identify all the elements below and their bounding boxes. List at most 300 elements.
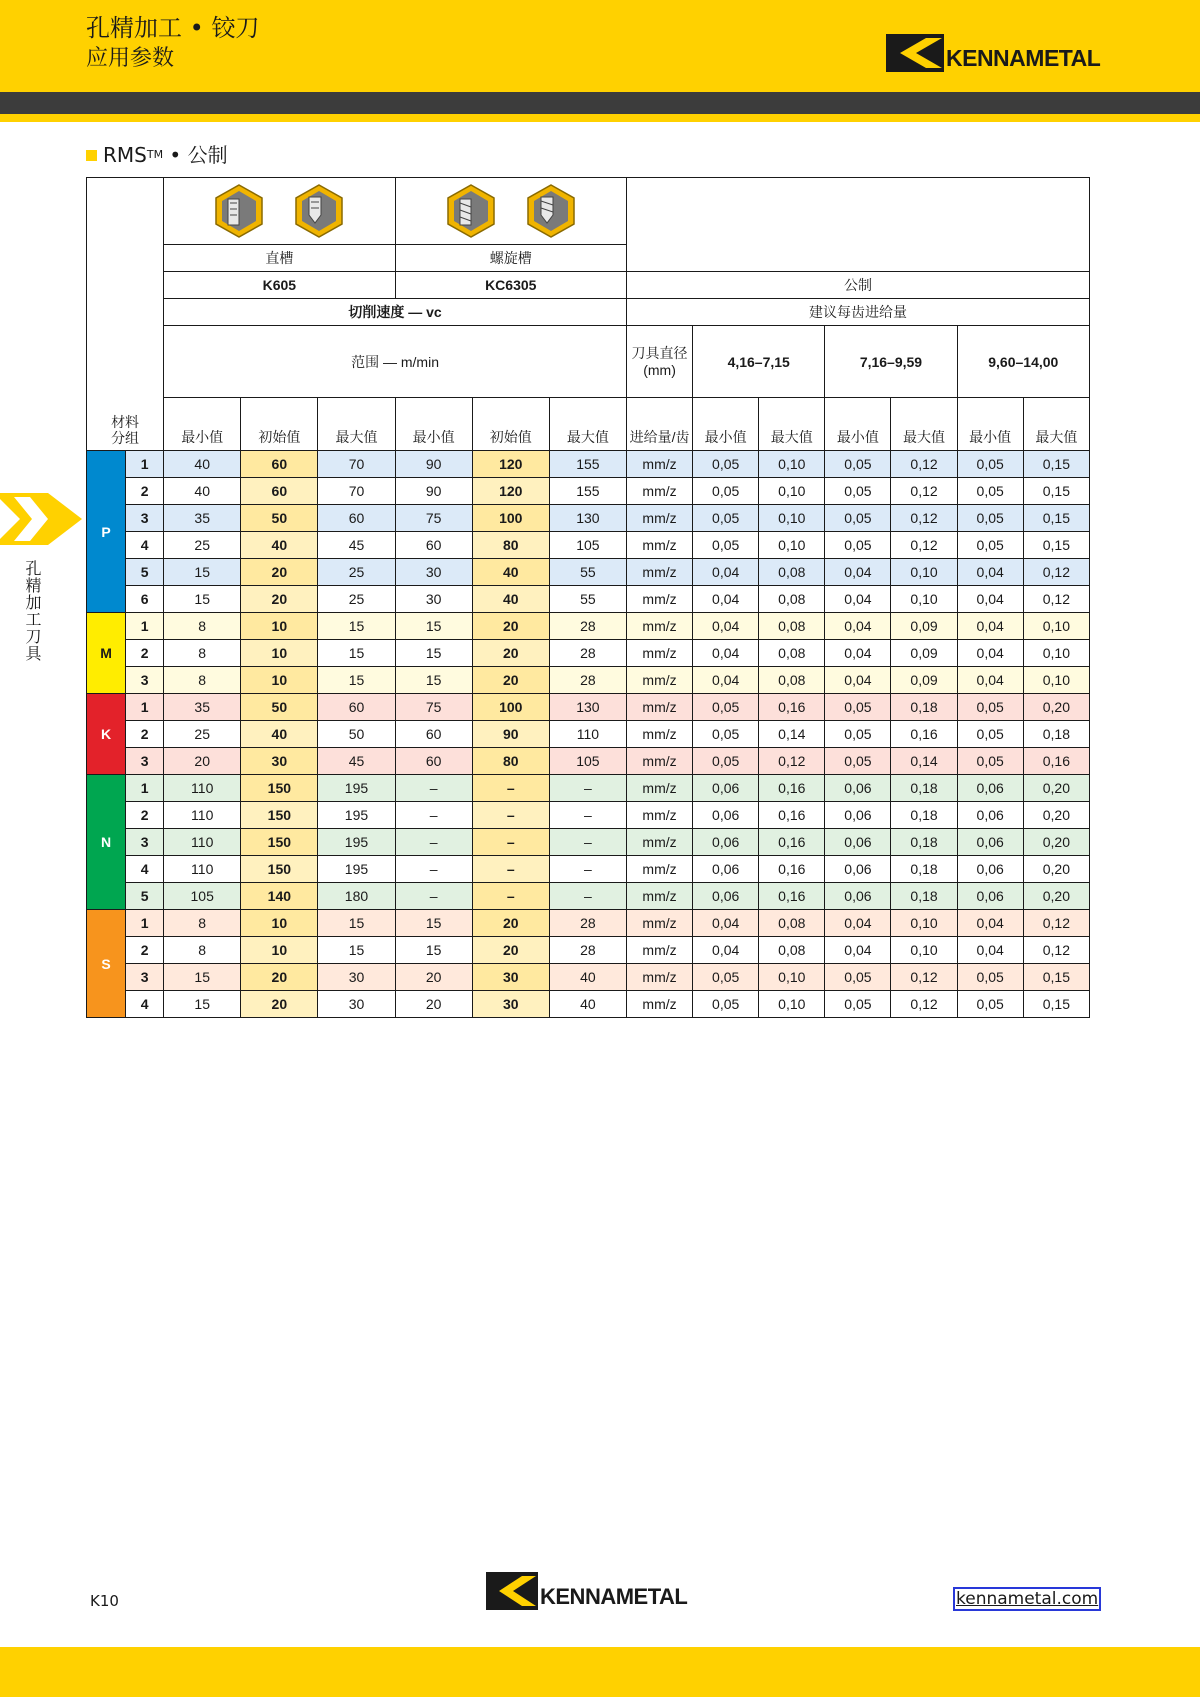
table-cell-initial: 10	[241, 667, 318, 694]
table-cell-initial: 30	[241, 748, 318, 775]
table-cell: 0,06	[957, 775, 1023, 802]
cutting-speed-header: 切削速度 — vc	[164, 299, 627, 326]
col-vc2-min: 最小值	[395, 398, 472, 451]
table-cell-initial: 20	[472, 640, 549, 667]
col-vc1-max: 最大值	[318, 398, 395, 451]
table-cell: 0,08	[759, 586, 825, 613]
table-cell-initial: 120	[472, 451, 549, 478]
table-cell: 40	[164, 451, 241, 478]
col-fz3-max: 最大值	[1023, 398, 1089, 451]
table-cell: 70	[318, 478, 395, 505]
table-cell: 0,12	[891, 991, 957, 1018]
table-row	[87, 856, 1090, 883]
table-cell: 155	[549, 451, 626, 478]
footer-kennametal-logo	[486, 1572, 687, 1610]
table-cell: 60	[318, 505, 395, 532]
table-cell: 28	[549, 613, 626, 640]
table-cell-initial: 20	[472, 613, 549, 640]
footer-kennametal-k-icon	[486, 1572, 538, 1610]
table-cell: 0,10	[891, 937, 957, 964]
footer-logo-wordmark: KENNAMETAL	[540, 1584, 688, 1609]
table-cell: 20	[164, 748, 241, 775]
table-cell: mm/z	[626, 991, 692, 1018]
subgroup-number: 6	[126, 586, 164, 613]
subgroup-number: 3	[126, 667, 164, 694]
material-group-header	[87, 178, 164, 451]
table-cell: 0,05	[825, 478, 891, 505]
side-chevron-icon	[0, 493, 82, 545]
table-cell: 90	[395, 478, 472, 505]
table-cell: 0,09	[891, 667, 957, 694]
table-cell: 0,16	[759, 694, 825, 721]
table-cell: 15	[164, 991, 241, 1018]
material-group-label: 材料 分组	[111, 414, 140, 446]
table-cell-initial: 50	[241, 505, 318, 532]
table-cell: 195	[318, 856, 395, 883]
table-cell: 130	[549, 505, 626, 532]
table-cell: mm/z	[626, 910, 692, 937]
table-row	[87, 667, 1090, 694]
blank-header-area	[626, 178, 1089, 272]
table-cell: 180	[318, 883, 395, 910]
table-cell: 0,05	[693, 505, 759, 532]
table-cell: mm/z	[626, 748, 692, 775]
table-cell: mm/z	[626, 640, 692, 667]
table-cell-initial: 150	[241, 802, 318, 829]
table-cell: 0,04	[957, 559, 1023, 586]
table-cell: 0,05	[825, 451, 891, 478]
table-cell: 0,04	[825, 667, 891, 694]
table-cell: 0,06	[693, 829, 759, 856]
header-title: 孔精加工 • 铰刀	[86, 14, 260, 42]
table-cell: 25	[164, 721, 241, 748]
table-cell: mm/z	[626, 667, 692, 694]
table-cell: 60	[395, 532, 472, 559]
table-cell: 0,06	[825, 775, 891, 802]
subgroup-number: 4	[126, 856, 164, 883]
table-row	[87, 478, 1090, 505]
table-cell: 0,04	[693, 559, 759, 586]
table-cell-initial: –	[472, 883, 549, 910]
table-cell: 110	[164, 775, 241, 802]
table-cell: 0,06	[825, 856, 891, 883]
trademark-mark: TM	[146, 148, 164, 161]
table-cell: –	[395, 856, 472, 883]
table-cell: 0,09	[891, 640, 957, 667]
feed-per-tooth-header: 建议每齿进给量	[626, 299, 1089, 326]
table-cell: 15	[164, 586, 241, 613]
table-cell: 25	[318, 586, 395, 613]
table-cell: 15	[164, 559, 241, 586]
col-vc1-init: 初始值	[241, 398, 318, 451]
subgroup-number: 2	[126, 802, 164, 829]
table-cell: –	[549, 856, 626, 883]
table-cell: 75	[395, 505, 472, 532]
table-cell: 0,04	[825, 559, 891, 586]
table-cell: 0,06	[693, 856, 759, 883]
subgroup-number: 1	[126, 775, 164, 802]
table-cell: 8	[164, 910, 241, 937]
table-cell: 0,05	[957, 991, 1023, 1018]
table-cell-initial: 10	[241, 910, 318, 937]
table-row	[87, 802, 1090, 829]
table-cell: 0,10	[759, 964, 825, 991]
table-cell: 0,05	[957, 532, 1023, 559]
table-cell: 110	[164, 856, 241, 883]
table-cell-initial: 40	[472, 586, 549, 613]
table-row	[87, 829, 1090, 856]
table-cell: 0,05	[693, 451, 759, 478]
table-cell: –	[395, 775, 472, 802]
table-cell: 0,05	[825, 721, 891, 748]
table-cell-initial: 20	[472, 937, 549, 964]
table-cell-initial: 60	[241, 451, 318, 478]
table-cell: 0,14	[891, 748, 957, 775]
table-cell: –	[395, 883, 472, 910]
straight-flute-blind-icon	[293, 183, 345, 239]
header-yellow-strip	[0, 114, 1200, 122]
table-cell: 0,08	[759, 937, 825, 964]
table-row	[87, 613, 1090, 640]
table-row	[87, 748, 1090, 775]
table-cell: 0,06	[693, 883, 759, 910]
table-cell: 0,20	[1023, 883, 1089, 910]
subgroup-number: 2	[126, 640, 164, 667]
table-cell: 105	[549, 532, 626, 559]
table-cell: 0,10	[891, 910, 957, 937]
table-cell: 0,06	[825, 883, 891, 910]
table-row	[87, 586, 1090, 613]
table-cell-initial: 20	[241, 964, 318, 991]
table-cell: 15	[318, 640, 395, 667]
section-title-suffix: • 公制	[163, 143, 228, 167]
table-cell: mm/z	[626, 829, 692, 856]
table-cell: 0,10	[759, 478, 825, 505]
table-cell: 15	[395, 667, 472, 694]
table-cell: 0,05	[825, 532, 891, 559]
table-cell-initial: 80	[472, 748, 549, 775]
table-cell: 0,08	[759, 559, 825, 586]
subgroup-number: 2	[126, 478, 164, 505]
table-row	[87, 532, 1090, 559]
table-cell-initial: –	[472, 829, 549, 856]
table-cell: 15	[395, 937, 472, 964]
table-cell-initial: 90	[472, 721, 549, 748]
table-row	[87, 640, 1090, 667]
table-cell: 45	[318, 748, 395, 775]
table-cell: 0,05	[957, 748, 1023, 775]
table-cell-initial: 10	[241, 640, 318, 667]
table-cell: 0,14	[759, 721, 825, 748]
table-cell: 35	[164, 505, 241, 532]
table-cell: 28	[549, 910, 626, 937]
table-cell: 0,12	[1023, 586, 1089, 613]
straight-flute-icons	[164, 178, 395, 245]
table-cell: 0,10	[759, 991, 825, 1018]
table-cell: 0,04	[957, 937, 1023, 964]
table-cell: 0,12	[891, 451, 957, 478]
table-cell: 0,12	[891, 532, 957, 559]
table-cell-initial: –	[472, 775, 549, 802]
table-cell: 0,18	[891, 775, 957, 802]
table-cell: 0,20	[1023, 694, 1089, 721]
table-cell: 105	[549, 748, 626, 775]
col-fz2-min: 最小值	[825, 398, 891, 451]
table-cell: 130	[549, 694, 626, 721]
table-cell-initial: 40	[241, 721, 318, 748]
table-cell-initial: –	[472, 802, 549, 829]
page-number: K10	[90, 1592, 119, 1610]
table-cell: 0,20	[1023, 775, 1089, 802]
header-dark-bar	[0, 92, 1200, 114]
table-cell: 45	[318, 532, 395, 559]
table-cell: 0,05	[693, 721, 759, 748]
table-cell: 0,04	[825, 586, 891, 613]
col-vc2-max: 最大值	[549, 398, 626, 451]
table-cell: 0,20	[1023, 829, 1089, 856]
table-cell-initial: 100	[472, 694, 549, 721]
table-cell: 0,10	[759, 532, 825, 559]
website-link[interactable]: kennametal.com	[953, 1587, 1101, 1611]
material-group-k: K	[87, 694, 126, 775]
subgroup-number: 5	[126, 559, 164, 586]
table-cell: 0,08	[759, 910, 825, 937]
table-cell: 195	[318, 802, 395, 829]
table-cell-initial: 150	[241, 856, 318, 883]
table-cell: 0,06	[693, 775, 759, 802]
table-cell: 75	[395, 694, 472, 721]
table-cell: 0,04	[957, 640, 1023, 667]
subgroup-number: 5	[126, 883, 164, 910]
table-cell: 0,05	[825, 505, 891, 532]
table-row	[87, 775, 1090, 802]
kennametal-k-icon	[886, 34, 944, 72]
material-group-s: S	[87, 910, 126, 1018]
table-cell: 55	[549, 586, 626, 613]
subgroup-number: 1	[126, 910, 164, 937]
subgroup-number: 2	[126, 721, 164, 748]
straight-flute-through-icon	[213, 183, 265, 239]
table-cell: 0,05	[693, 478, 759, 505]
table-cell-initial: 120	[472, 478, 549, 505]
table-cell: mm/z	[626, 586, 692, 613]
table-cell: 0,04	[825, 613, 891, 640]
table-row	[87, 451, 1090, 478]
col-vc2-init: 初始值	[472, 398, 549, 451]
table-cell: 0,08	[759, 613, 825, 640]
table-cell: 0,06	[693, 802, 759, 829]
table-cell: –	[395, 802, 472, 829]
table-cell: 0,04	[693, 613, 759, 640]
table-cell: mm/z	[626, 856, 692, 883]
table-cell: 0,04	[957, 910, 1023, 937]
table-cell: 0,15	[1023, 532, 1089, 559]
table-cell: 20	[395, 991, 472, 1018]
table-cell: mm/z	[626, 559, 692, 586]
table-row	[87, 694, 1090, 721]
table-cell: 0,15	[1023, 991, 1089, 1018]
table-cell: 0,12	[1023, 937, 1089, 964]
subgroup-number: 4	[126, 532, 164, 559]
table-cell: 15	[318, 613, 395, 640]
table-row	[87, 559, 1090, 586]
table-cell: 0,16	[1023, 748, 1089, 775]
table-row	[87, 991, 1090, 1018]
col-vc1-min: 最小值	[164, 398, 241, 451]
table-cell: 0,04	[825, 937, 891, 964]
table-cell: 0,15	[1023, 964, 1089, 991]
table-cell: 15	[318, 910, 395, 937]
table-cell: 0,05	[957, 505, 1023, 532]
spiral-flute-icons	[395, 178, 626, 245]
table-cell: 30	[395, 586, 472, 613]
table-cell: 195	[318, 829, 395, 856]
table-cell: 0,04	[825, 640, 891, 667]
table-cell: 0,16	[759, 802, 825, 829]
table-cell: 60	[395, 721, 472, 748]
subgroup-number: 4	[126, 991, 164, 1018]
table-cell: 0,10	[759, 505, 825, 532]
table-cell: 30	[318, 964, 395, 991]
table-cell: 0,12	[1023, 910, 1089, 937]
table-cell: 15	[318, 937, 395, 964]
table-cell: 15	[395, 613, 472, 640]
table-cell: 0,05	[957, 964, 1023, 991]
table-cell: 0,16	[759, 883, 825, 910]
subgroup-number: 3	[126, 505, 164, 532]
range-header: 范围 — m/min	[164, 326, 627, 398]
table-row	[87, 937, 1090, 964]
footer-yellow-bar	[0, 1647, 1200, 1697]
table-cell: 0,05	[825, 991, 891, 1018]
table-cell: mm/z	[626, 532, 692, 559]
table-cell: 0,09	[891, 613, 957, 640]
table-cell: 0,16	[891, 721, 957, 748]
table-cell: 0,06	[957, 856, 1023, 883]
table-cell-initial: 100	[472, 505, 549, 532]
table-cell-initial: 20	[241, 586, 318, 613]
table-cell: 105	[164, 883, 241, 910]
table-cell: 0,08	[759, 667, 825, 694]
header-subtitle: 应用参数	[86, 46, 175, 71]
table-cell: 15	[395, 640, 472, 667]
subgroup-number: 3	[126, 829, 164, 856]
logo-wordmark: KENNAMETAL	[946, 45, 1101, 71]
table-cell: 0,05	[693, 532, 759, 559]
table-cell: 30	[318, 991, 395, 1018]
table-cell: 0,16	[759, 775, 825, 802]
table-cell: 0,16	[759, 856, 825, 883]
table-cell: mm/z	[626, 505, 692, 532]
table-cell-initial: 10	[241, 613, 318, 640]
table-cell: 8	[164, 937, 241, 964]
table-cell: 110	[164, 802, 241, 829]
table-cell: 40	[549, 964, 626, 991]
table-cell: 0,05	[693, 694, 759, 721]
side-section-label: 孔精加工刀具	[23, 560, 42, 662]
application-data-table	[86, 177, 1090, 1018]
table-cell: 0,16	[759, 829, 825, 856]
table-row	[87, 964, 1090, 991]
table-cell: 0,05	[957, 451, 1023, 478]
table-cell: 0,08	[759, 640, 825, 667]
table-cell: 0,15	[1023, 451, 1089, 478]
table-cell: mm/z	[626, 478, 692, 505]
table-cell: 0,15	[1023, 505, 1089, 532]
table-cell: 0,10	[759, 451, 825, 478]
table-cell: 0,12	[891, 964, 957, 991]
metric-label: 公制	[626, 272, 1089, 299]
table-cell: –	[549, 802, 626, 829]
material-group-p: P	[87, 451, 126, 613]
grade-kc6305: KC6305	[395, 272, 626, 299]
table-cell: mm/z	[626, 964, 692, 991]
table-cell: –	[549, 883, 626, 910]
table-cell: 0,10	[1023, 667, 1089, 694]
table-cell: 28	[549, 667, 626, 694]
table-cell: mm/z	[626, 775, 692, 802]
table-cell: 0,04	[693, 667, 759, 694]
table-cell-initial: 50	[241, 694, 318, 721]
subgroup-number: 3	[126, 748, 164, 775]
table-cell-initial: 20	[241, 991, 318, 1018]
table-cell: 0,18	[891, 694, 957, 721]
table-cell: 0,05	[693, 748, 759, 775]
table-row	[87, 910, 1090, 937]
table-cell: 0,05	[957, 478, 1023, 505]
subgroup-number: 1	[126, 451, 164, 478]
table-cell: 8	[164, 613, 241, 640]
table-cell-initial: 20	[472, 910, 549, 937]
col-fz3-min: 最小值	[957, 398, 1023, 451]
material-group-n: N	[87, 775, 126, 910]
table-cell: 15	[318, 667, 395, 694]
table-cell: 20	[395, 964, 472, 991]
table-cell: 40	[549, 991, 626, 1018]
table-row	[87, 883, 1090, 910]
table-cell: mm/z	[626, 802, 692, 829]
table-cell: 0,18	[891, 856, 957, 883]
spiral-flute-through-icon	[445, 183, 497, 239]
table-cell: 155	[549, 478, 626, 505]
table-cell: 0,04	[957, 613, 1023, 640]
table-cell: 15	[395, 910, 472, 937]
table-cell: 0,18	[891, 802, 957, 829]
subgroup-number: 1	[126, 694, 164, 721]
table-cell-initial: 20	[241, 559, 318, 586]
table-cell: 0,04	[693, 910, 759, 937]
table-cell: 0,10	[891, 586, 957, 613]
section-title-name: RMS	[103, 143, 147, 167]
table-cell: 35	[164, 694, 241, 721]
table-cell: 0,12	[1023, 559, 1089, 586]
table-cell: mm/z	[626, 451, 692, 478]
table-cell-initial: 20	[472, 667, 549, 694]
table-cell: 50	[318, 721, 395, 748]
table-cell: 0,04	[693, 640, 759, 667]
table-cell: 0,15	[1023, 478, 1089, 505]
table-cell: 195	[318, 775, 395, 802]
table-cell-initial: 140	[241, 883, 318, 910]
table-cell: 0,18	[891, 829, 957, 856]
subgroup-number: 2	[126, 937, 164, 964]
table-cell: 0,06	[825, 802, 891, 829]
table-cell: 70	[318, 451, 395, 478]
table-cell-initial: –	[472, 856, 549, 883]
table-cell: 0,12	[759, 748, 825, 775]
col-fz2-max: 最大值	[891, 398, 957, 451]
tool-diameter-header: 刀具直径 (mm)	[626, 326, 692, 398]
